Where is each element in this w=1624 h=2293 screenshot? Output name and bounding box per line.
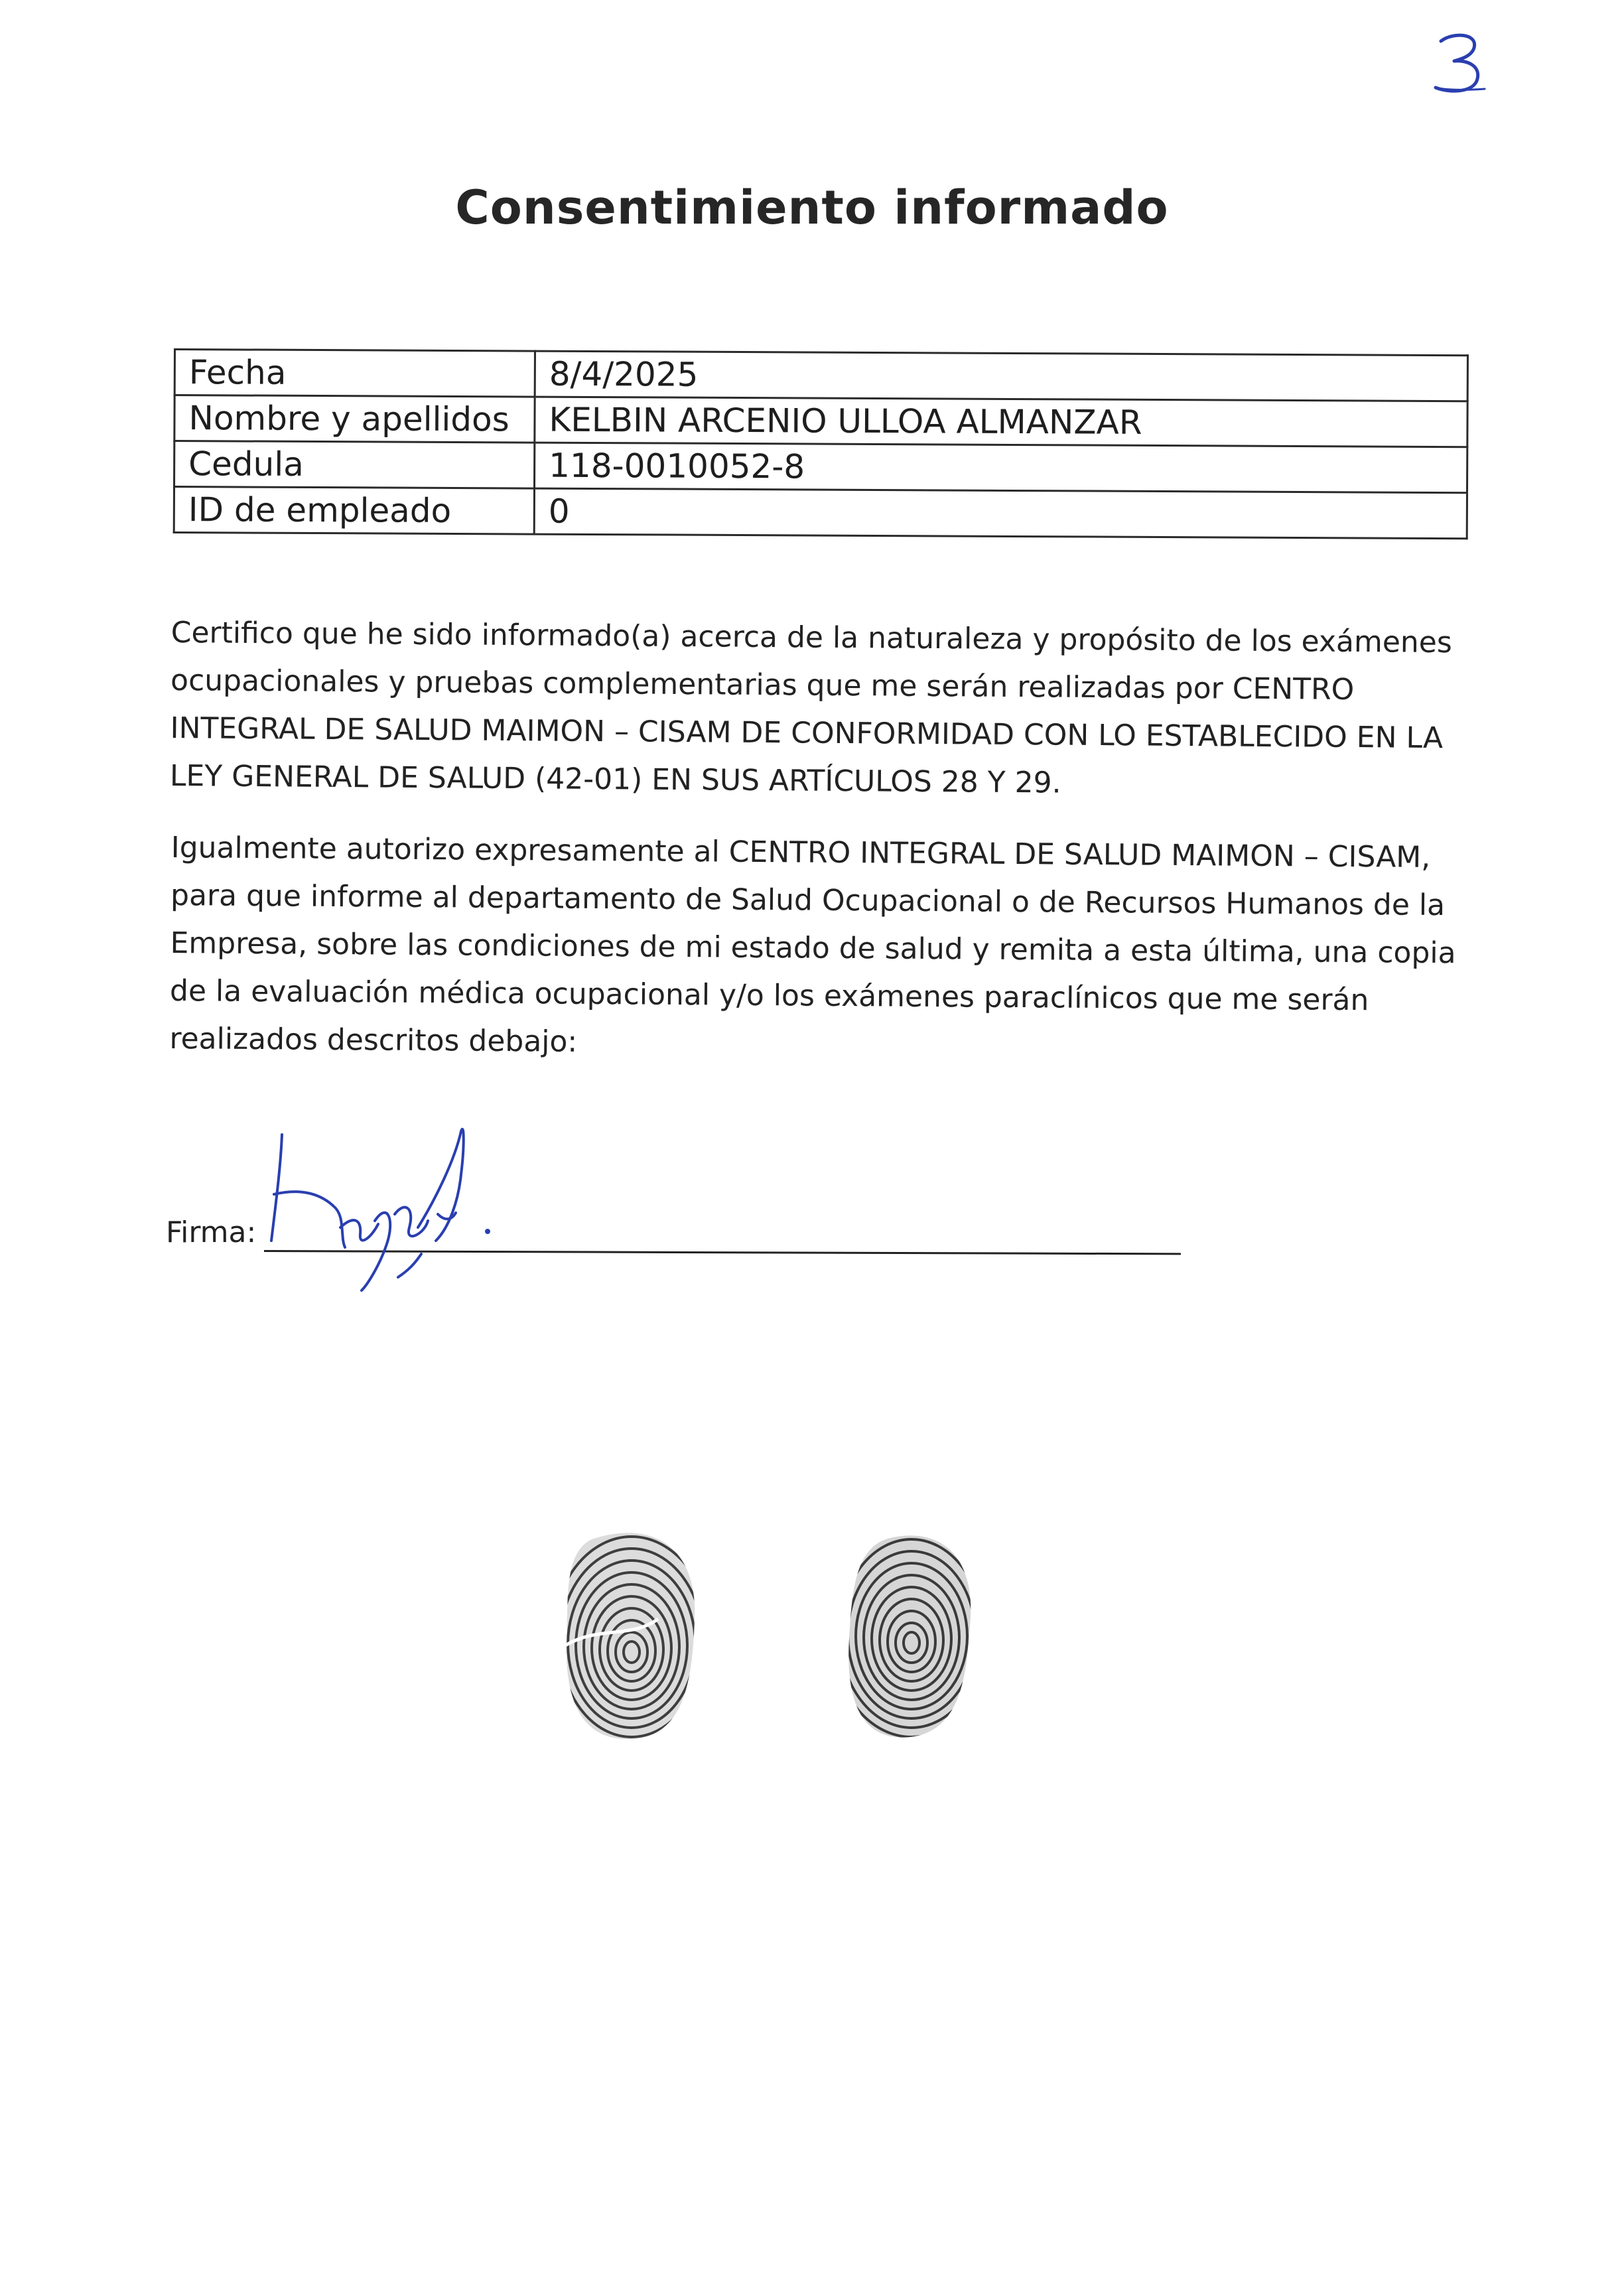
name-value: KELBIN ARCENIO ULLOA ALMANZAR [535, 397, 1467, 447]
employee-info-table [173, 348, 1469, 539]
authorization-paragraph: Igualmente autorizo expresamente al CENTRO INTEGRAL DE SALUD MAIMON – CISAM, para que informe al departamento de Salud Ocupacional o de Recursos Humanos de la Empresa, sobre las condiciones de mi estado de salud y remita a esta última, una copia de la evaluación médica ocupacional y/o los exámenes paraclínicos que me serán realizados descritos debajo: [169, 830, 1456, 1059]
table-row [174, 395, 1467, 447]
certification-paragraph: Certifico que he sido informado(a) acerca de la naturaleza y propósito de los exámenes ocupacionales y pruebas complementarias que me serán realizadas por CENTRO INTEGRAL DE SALUD MAIMON – CISAM DE CONFORMIDAD CON LO ESTABLECIDO EN LA LEY GENERAL DE SALUD (42-01) EN SUS ARTÍCULOS 28 Y 29. [169, 615, 1452, 800]
employee-id-value: 0 [534, 488, 1467, 539]
table-row [174, 441, 1467, 493]
fingerprint-left [559, 1526, 705, 1752]
cedula-label: Cedula [174, 441, 535, 489]
handwritten-signature [262, 1121, 514, 1294]
name-label: Nombre y apellidos [174, 395, 535, 443]
signature-label: Firma: [166, 1216, 257, 1249]
date-value: 8/4/2025 [535, 351, 1467, 401]
fingerprint-right [837, 1526, 983, 1752]
cedula-value: 118-0010052-8 [535, 443, 1467, 493]
employee-id-label: ID de empleado [174, 487, 534, 535]
date-label: Fecha [174, 350, 535, 397]
page-number-handwritten [1426, 27, 1493, 100]
table-row [174, 350, 1467, 401]
table-row [174, 487, 1467, 539]
document-title: Consentimiento informado [455, 180, 1169, 235]
